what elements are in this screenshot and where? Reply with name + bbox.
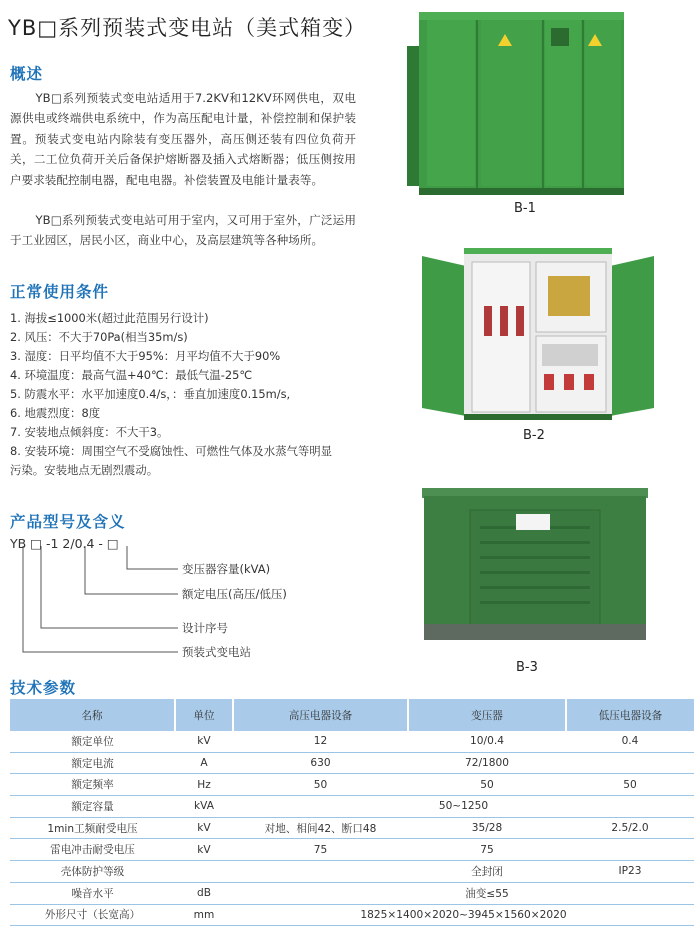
figure-label-b3: B-3 (516, 660, 538, 675)
table-cell: 额定电流 (10, 752, 175, 774)
table-cell: 50 (408, 774, 566, 796)
table-cell: 75 (233, 839, 408, 861)
column-header: 高压电器设备 (233, 699, 408, 731)
table-row (10, 774, 694, 796)
table-cell: kV (175, 817, 233, 839)
overview-paragraph-1: YB□系列预装式变电站适用于7.2KV和12KV环网供电，双电源供电或终端供电系统中，作为高压配电计量，补偿控制和保护装置。预装式变电站内除装有变压器外，高压侧还装有四位负荷开关，二工位负荷开关后备保护熔断器及插入式熔断器；低压侧按用户要求装配控制电器，配电电器。补偿装置及电能计量表等。 (10, 91, 356, 187)
table-cell: kVA (175, 796, 233, 818)
table-cell: 35/28 (408, 817, 566, 839)
table-cell: 0.4 (566, 731, 694, 752)
model-label-design-no: 设计序号 (182, 621, 228, 635)
table-cell: A (175, 752, 233, 774)
model-label-substation: 预装式变电站 (182, 645, 251, 659)
column-header: 变压器 (408, 699, 566, 731)
overview-heading: 概述 (10, 65, 44, 83)
table-cell: 1825×1400×2020~3945×1560×2020 (233, 904, 694, 926)
table-cell: 全封闭 (408, 861, 566, 883)
model-label-capacity: 变压器容量(kVA) (182, 562, 271, 576)
table-cell: kV (175, 839, 233, 861)
table-row (10, 817, 694, 839)
figure-label-b2: B-2 (523, 428, 545, 443)
table-cell (566, 752, 694, 774)
condition-item: 1. 海拔≤1000米(超过此范围另行设计) (10, 311, 209, 325)
table-cell: 50 (233, 774, 408, 796)
table-cell: 噪音水平 (10, 882, 175, 904)
table-cell: 油变≤55 (408, 882, 566, 904)
table-cell: 75 (408, 839, 566, 861)
table-cell: dB (175, 882, 233, 904)
column-header: 低压电器设备 (566, 699, 694, 731)
model-code: YB □ -1 2/0.4 - □ (10, 536, 119, 551)
table-cell: 雷电冲击耐受电压 (10, 839, 175, 861)
table-cell: 对地、相间42、断口48 (233, 817, 408, 839)
table-cell: 12 (233, 731, 408, 752)
table-cell: kV (175, 731, 233, 752)
table-cell: 2.5/2.0 (566, 817, 694, 839)
table-cell: Hz (175, 774, 233, 796)
table-cell: 额定频率 (10, 774, 175, 796)
table-row (10, 882, 694, 904)
table-cell: mm (175, 904, 233, 926)
table-cell: 额定容量 (10, 796, 175, 818)
table-cell (566, 839, 694, 861)
table-cell: 外形尺寸（长宽高） (10, 904, 175, 926)
table-cell: IP23 (566, 861, 694, 883)
column-header: 单位 (175, 699, 233, 731)
specs-table (10, 699, 694, 926)
condition-item: 3. 湿度：日平均值不大于95%：月平均值不大于90% (10, 349, 281, 363)
table-header-row (10, 699, 694, 731)
column-header: 名称 (10, 699, 175, 731)
table-cell: 1min工频耐受电压 (10, 817, 175, 839)
table-row (10, 839, 694, 861)
table-row (10, 752, 694, 774)
overview-paragraph-2: YB□系列预装式变电站可用于室内，又可用于室外，广泛运用于工业园区，居民小区，商业中心，及高层建筑等各种场所。 (10, 213, 356, 248)
table-cell: 50 (566, 774, 694, 796)
condition-item: 4. 环境温度：最高气温+40℃：最低气温-25℃ (10, 368, 253, 382)
table-row (10, 904, 694, 926)
table-cell: 630 (233, 752, 408, 774)
condition-item: 2. 风压：不大于70Pa(相当35m/s) (10, 330, 188, 344)
condition-item: 污染。安装地点无剧烈震动。 (10, 463, 159, 477)
condition-item: 5. 防震水平：水平加速度0.4/s，：垂直加速度0.15m/s, (10, 387, 291, 401)
model-label-voltage: 额定电压(高压/低压) (182, 587, 287, 601)
specs-heading: 技术参数 (10, 679, 77, 697)
table-cell: 50~1250 (233, 796, 694, 818)
table-cell (566, 882, 694, 904)
table-cell (175, 861, 233, 883)
table-row (10, 731, 694, 752)
photo-b3-cabinet-rear (420, 486, 650, 644)
table-cell: 72/1800 (408, 752, 566, 774)
table-cell (233, 861, 408, 883)
table-row (10, 796, 694, 818)
photo-b2-open-cabinet (420, 246, 656, 424)
table-cell: 额定单位 (10, 731, 175, 752)
figure-label-b1: B-1 (514, 201, 536, 216)
table-cell: 壳体防护等级 (10, 861, 175, 883)
model-heading: 产品型号及含义 (10, 513, 126, 531)
table-cell (233, 882, 408, 904)
condition-item: 6. 地震烈度：8度 (10, 406, 101, 420)
condition-item: 7. 安装地点倾斜度：不大干3。 (10, 425, 169, 439)
page-title: YB□系列预装式变电站（美式箱变） (8, 16, 367, 40)
conditions-heading: 正常使用条件 (10, 283, 110, 301)
condition-item: 8. 安装环境：周围空气不受腐蚀性、可燃性气体及水蒸气等明显 (10, 444, 333, 458)
table-row (10, 861, 694, 883)
table-cell: 10/0.4 (408, 731, 566, 752)
photo-b1-closed-cabinet (405, 8, 627, 198)
